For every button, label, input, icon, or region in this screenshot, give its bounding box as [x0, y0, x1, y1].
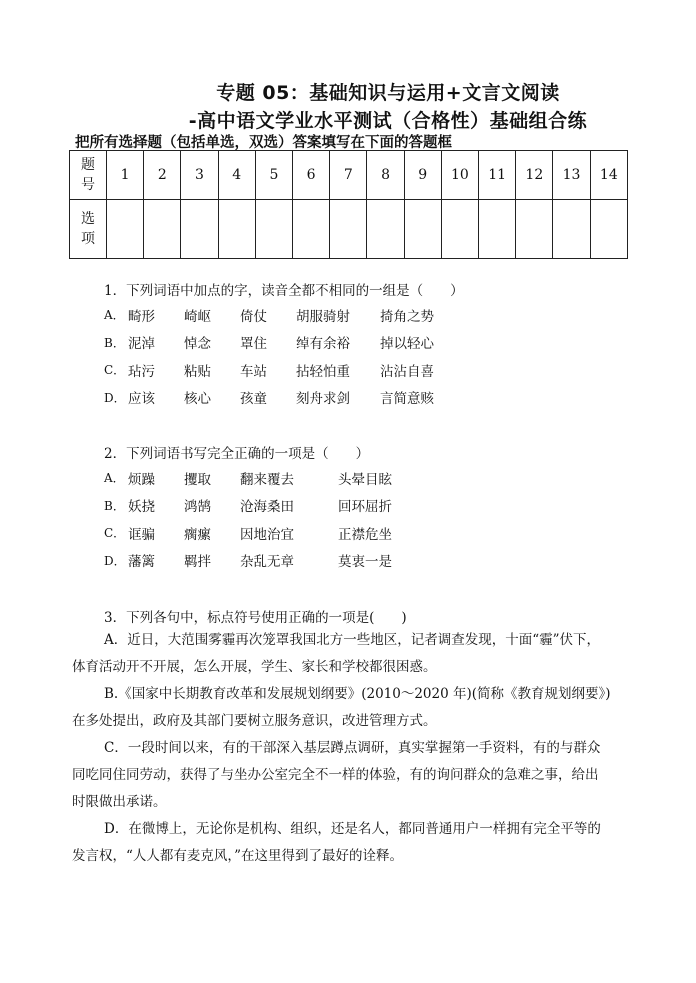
- question-number-cell: 5: [255, 151, 292, 200]
- question-number-cell: 7: [330, 151, 367, 200]
- question-number-cell: 13: [553, 151, 590, 200]
- question-3-option-a: A．近日，大范围雾霾再次笼罩我国北方一些地区，记者调查发现，十面“霾”伏下， 体育活动开不开展，怎么开展，学生、家长和学校都很困惑。: [72, 632, 601, 675]
- question-number-cell: 9: [404, 151, 441, 200]
- answer-cell[interactable]: [293, 200, 330, 259]
- answer-cell[interactable]: [181, 200, 218, 259]
- answer-table-number-row: [70, 151, 628, 200]
- answer-cell[interactable]: [107, 200, 144, 259]
- answer-cell[interactable]: [441, 200, 478, 259]
- question-2-stem: 2．下列词语书写完全正确的一项是（ ）: [104, 446, 370, 462]
- answer-table-option-row: [70, 200, 628, 259]
- question-number-cell: 14: [590, 151, 627, 200]
- question-number-cell: 6: [293, 151, 330, 200]
- question-number-cell: 2: [144, 151, 181, 200]
- answer-cell[interactable]: [367, 200, 404, 259]
- question-2-option-d: D． 藩篱 羁拌 杂乱无章 莫衷一是: [104, 553, 392, 571]
- question-number-cell: 12: [516, 151, 553, 200]
- question-1-option-b: B． 泥淖 悼念 罩住 绰有余裕 掉以轻心: [104, 335, 434, 353]
- answer-cell[interactable]: [255, 200, 292, 259]
- answer-cell[interactable]: [479, 200, 516, 259]
- question-1-option-a: A． 畸形 崎岖 倚仗 胡服骑射 掎角之势: [104, 308, 434, 325]
- question-3-option-b: B.《国家中长期教育改革和发展规划纲要》(2010～2020 年)(简称《教育规划纲要》) 在多处提出，政府及其部门要树立服务意识，改进管理方式。: [72, 686, 611, 729]
- answer-instruction: 把所有选择题（包括单选，双选）答案填写在下面的答题框: [75, 135, 452, 151]
- question-2-option-a: A． 烦躁 攫取 翻来覆去 头晕目眩: [104, 471, 392, 488]
- answer-cell[interactable]: [330, 200, 367, 259]
- question-2-options: [104, 464, 392, 574]
- question-1-option-d: D． 应该 核心 孩童 刻舟求剑 言简意赅: [104, 390, 434, 408]
- answer-cell[interactable]: [590, 200, 627, 259]
- question-3-option-d: D．在微博上，无论你是机构、组织，还是名人，都同普通用户一样拥有完全平等的 发言权，“人人都有麦克风，”在这里得到了最好的诠释。: [72, 821, 601, 864]
- title-line-1: 专题 05：基础知识与运用+文言文阅读: [216, 82, 560, 104]
- question-number-cell: 1: [107, 151, 144, 200]
- question-3-stem: 3．下列各句中，标点符号使用正确的一项是( ): [104, 610, 407, 626]
- answer-table: [69, 150, 628, 259]
- question-number-cell: 3: [181, 151, 218, 200]
- question-number-cell: 10: [441, 151, 478, 200]
- question-2-option-c: C． 诓骗 瘸瘰 因地治宜 正襟危坐: [104, 526, 392, 543]
- question-number-cell: 8: [367, 151, 404, 200]
- question-number-cell: 11: [479, 151, 516, 200]
- answer-cell[interactable]: [553, 200, 590, 259]
- answer-cell[interactable]: [218, 200, 255, 259]
- answer-cell[interactable]: [516, 200, 553, 259]
- answer-cell[interactable]: [144, 200, 181, 259]
- question-3-option-c: C．一段时间以来，有的干部深入基层蹲点调研，真实掌握第一手资料，有的与群众 同吃同住同劳动，获得了与坐办公室完全不一样的体验，有的询问群众的急难之事，给出 时限做出承诺。: [72, 740, 601, 810]
- question-2-option-b: B． 妖挠 鸿鹄 沧海桑田 回环屈折: [104, 498, 392, 516]
- answer-cell[interactable]: [404, 200, 441, 259]
- question-number-cell: 4: [218, 151, 255, 200]
- question-1-option-c: C． 玷污 粘贴 车站 拈轻怕重 沾沾自喜: [104, 363, 434, 380]
- row-head-option: 选 项: [70, 200, 107, 259]
- question-1-options: [104, 301, 434, 411]
- question-1-stem: 1．下列词语中加点的字，读音全都不相同的一组是（ ）: [104, 283, 464, 299]
- question-3-options: [72, 627, 644, 870]
- row-head-number: 题 号: [70, 151, 107, 200]
- title-line-2: -高中语文学业水平测试（合格性）基础组合练: [188, 110, 588, 132]
